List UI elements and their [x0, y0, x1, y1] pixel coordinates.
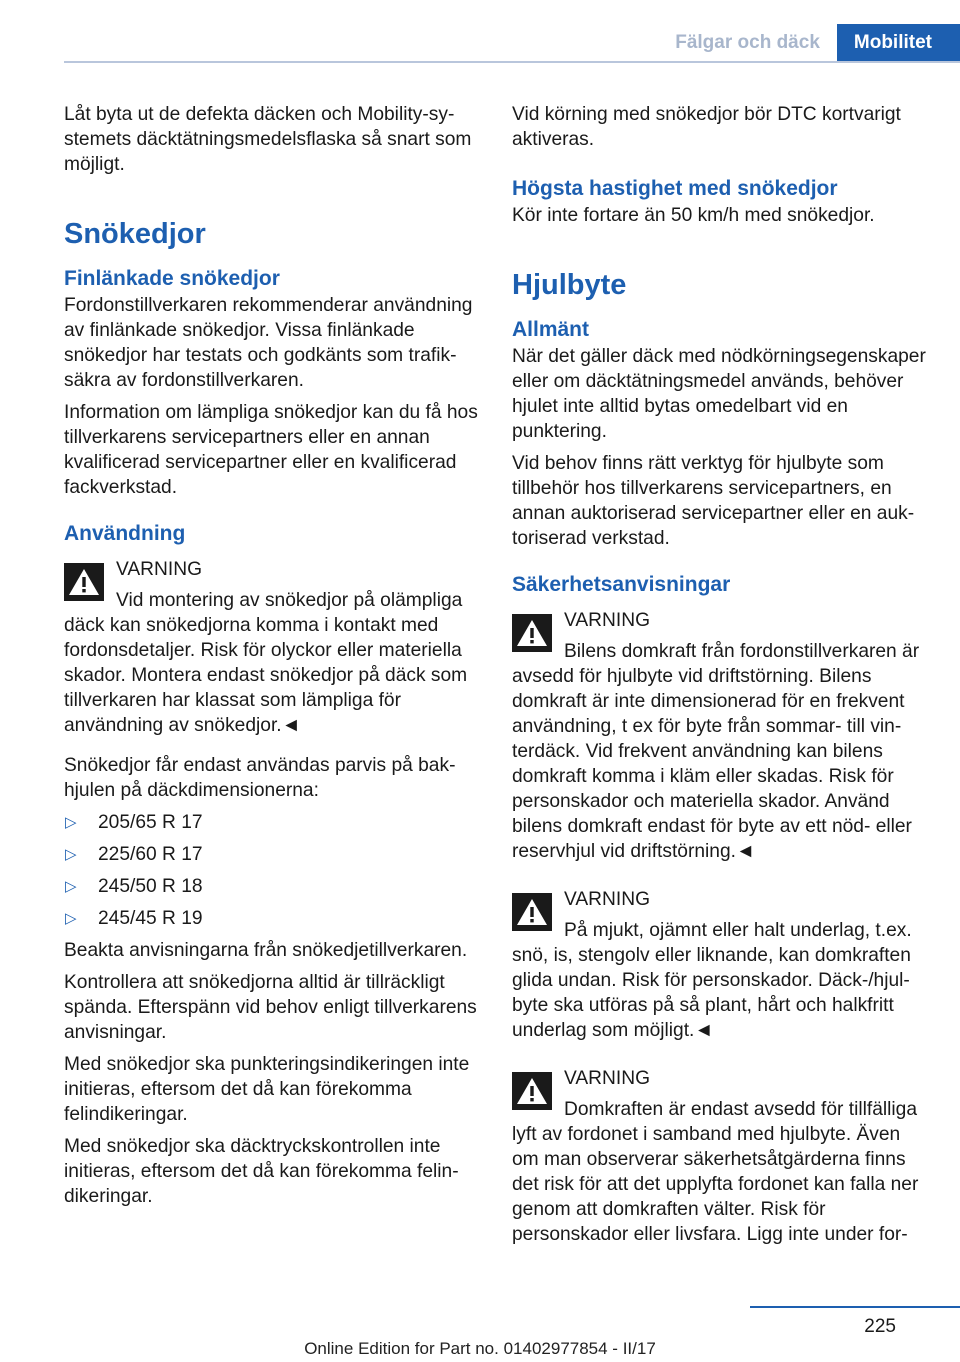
heading-hogsta-hastighet: Högsta hastighet med snökedjor — [512, 177, 838, 200]
footer-divider — [750, 1306, 960, 1308]
triangle-bullet-icon: ▷ — [65, 910, 77, 927]
heading-finlankade-snokedjor: Finlänkade snökedjor — [64, 267, 280, 290]
heading-sakerhetsanvisningar: Säkerhetsanvisningar — [512, 573, 731, 596]
list-item: ▷ 245/50 R 18 — [65, 876, 203, 897]
edition-footer: Online Edition for Part no. 01402977854 - II/17 — [304, 1339, 656, 1358]
heading-anvandning: Användning — [64, 522, 186, 545]
warning-title: VARNING — [564, 1068, 650, 1089]
tab-falgar-och-dack[interactable]: Fälgar och däck — [658, 24, 837, 62]
warning-triangle-icon — [512, 893, 552, 931]
paragraph-hastighet: Kör inte fortare än 50 km/h med snökedjor. — [512, 205, 875, 226]
intro-paragraph: Låt byta ut de defekta däcken och Mobility-systemets däcktätningsmedelsflaska så snart som möjligt. — [64, 104, 472, 175]
paragraph-punktering: Med snökedjor ska punkteringsindikeringen inte initieras, eftersom det då kan förekomma felindikeringar. — [64, 1054, 470, 1125]
triangle-bullet-icon: ▷ — [65, 878, 77, 895]
left-column — [64, 102, 482, 1216]
right-column — [512, 102, 932, 1256]
warning-title: VARNING — [116, 559, 202, 580]
paragraph-dacktryck: Med snökedjor ska däcktryckskontrollen inte initieras, eftersom det då kan förekomma felindikeringar. — [64, 1136, 459, 1207]
warning-block-domkraft-3 — [512, 1066, 932, 1247]
paragraph-dtc: Vid körning med snökedjor bör DTC kortvarigt aktiveras. — [512, 104, 901, 150]
paragraph-kontrollera: Kontrollera att snökedjorna alltid är tillräckligt spända. Efterspänn vid behov enligt tillverkarens anvisningar. — [64, 972, 477, 1043]
tab-mobilitet[interactable]: Mobilitet — [837, 24, 960, 62]
paragraph-parvis: Snökedjor får endast användas parvis på bakhjulen på däckdimensionerna: — [64, 755, 456, 801]
list-item: ▷ 245/45 R 19 — [65, 908, 203, 929]
warning-block-domkraft-2 — [512, 887, 932, 1043]
warning-triangle-icon — [512, 1072, 552, 1110]
warning-block-anvandning — [64, 557, 482, 738]
warning-title: VARNING — [564, 610, 650, 631]
paragraph-finlankade: Fordonstillverkaren rekommenderar användning av finlänkade snökedjor. Vissa finlänkade snökedjor har testats och godkänts som trafiksäkra av fordonstillverkaren. — [64, 295, 473, 391]
list-item: ▷ 205/65 R 17 — [65, 812, 203, 833]
warning-text: Vid montering av snökedjor på olämpliga däck kan snökedjorna komma i kontakt med fordonsdetaljer. Risk för olyckor eller materiella skador. Montera endast snökedjor på däck som tillverkaren har klassat som lämpliga för användning av snökedjor.◄ — [64, 590, 468, 736]
list-item: ▷ 225/60 R 17 — [65, 844, 203, 865]
paragraph-allmant-1: När det gäller däck med nödkörningsegenskaper eller om däcktätningsmedel används, behöver hjulet inte alltid bytas omedelbart vid en punktering. — [512, 346, 926, 442]
page-number: 225 — [864, 1316, 896, 1337]
triangle-bullet-icon: ▷ — [65, 814, 77, 831]
paragraph-beakta: Beakta anvisningarna från snökedjetillverkaren. — [64, 940, 468, 961]
chapter-tabs — [658, 24, 960, 62]
tire-size-list — [64, 810, 482, 931]
warning-text: Domkraften är endast avsedd för tillfälliga lyft av fordonet i samband med hjulbyte. Även om man observerar säkerhetsåtgärderna finns det risk för att det upplyfta fordonet kan falla ner genom att domkraften välter. Risk för personskador eller livsfara. Ligg inte under for- — [512, 1099, 919, 1245]
header-divider — [64, 61, 960, 63]
paragraph-allmant-2: Vid behov finns rätt verktyg för hjulbyte som tillbehör hos tillverkarens servicepartners, en annan auktoriserad servicepartner eller en auktoriserad verkstad. — [512, 453, 915, 549]
triangle-bullet-icon: ▷ — [65, 846, 77, 863]
heading-hjulbyte: Hjulbyte — [512, 269, 627, 301]
warning-title: VARNING — [564, 889, 650, 910]
paragraph-information: Information om lämpliga snökedjor kan du få hos tillverkarens servicepartners eller en annan kvalificerad servicepartner eller en kvalificerad fackverkstad. — [64, 402, 478, 498]
heading-allmant: Allmänt — [512, 318, 590, 341]
warning-text: Bilens domkraft från fordonstillverkaren är avsedd för hjulbyte vid driftstörning. Bilens domkraft är inte dimensionerad för en frekvent användning, t ex för byte från sommar- till vinterdäck. Vid frekvent användning kan bilens domkraft komma i kläm eller skadas. Risk för personskador och materiella skador. Använd bilens domkraft endast för byte av ett nöd- eller reservhjul vid driftstörning.◄ — [512, 641, 920, 862]
warning-triangle-icon — [512, 614, 552, 652]
warning-text: På mjukt, ojämnt eller halt underlag, t.ex. snö, is, stengolv eller liknande, kan domkraften glida undan. Risk för personskador. Däck-/hjulbyte ska utföras på så plant, hårt och halkfritt underlag som möjligt.◄ — [512, 920, 912, 1041]
heading-snokedjor: Snökedjor — [64, 218, 206, 250]
warning-block-domkraft-1 — [512, 608, 932, 864]
warning-triangle-icon — [64, 563, 104, 601]
